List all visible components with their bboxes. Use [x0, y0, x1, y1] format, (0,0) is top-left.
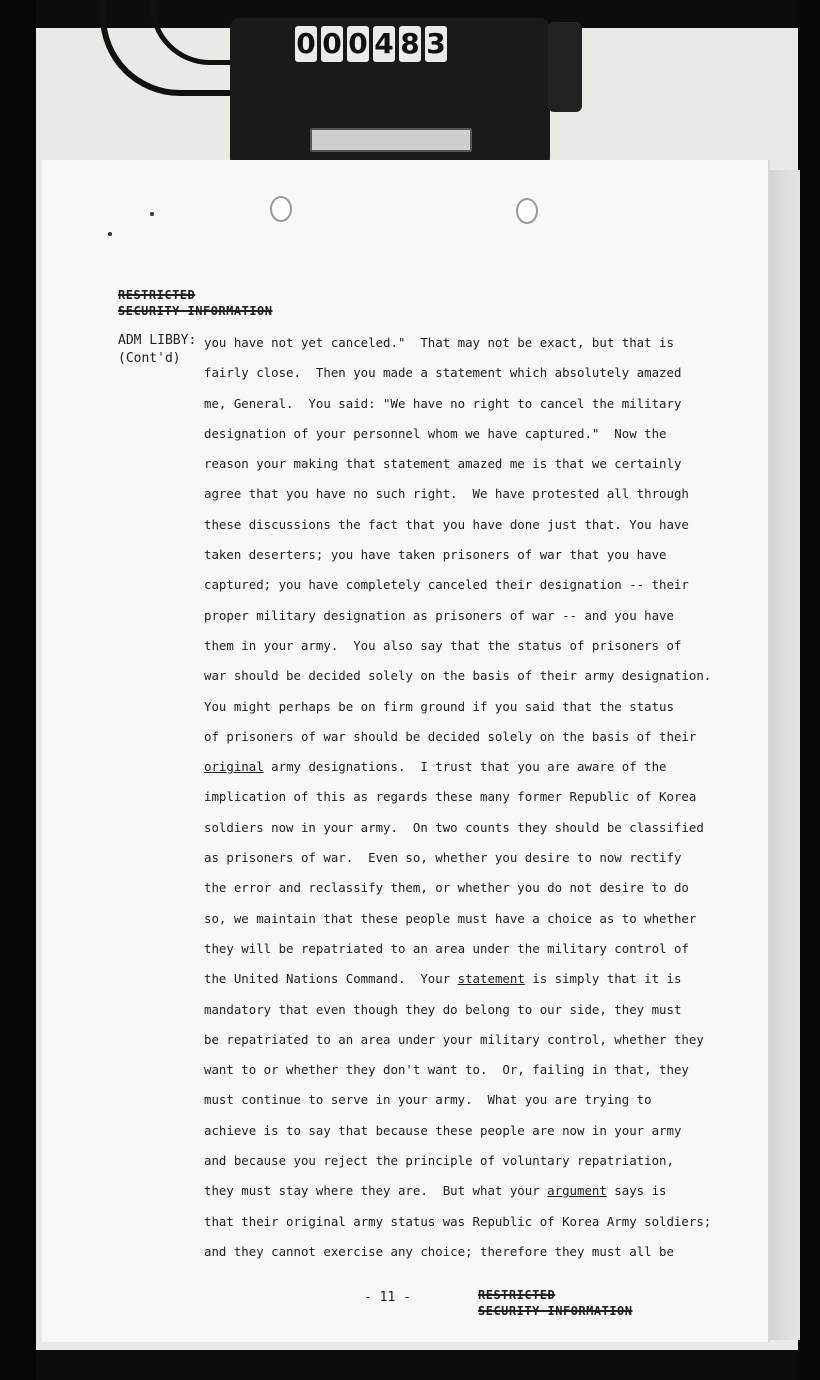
text-span: designation of your personnel whom we have captured." Now the [204, 425, 667, 441]
speaker-continued: (Cont'd) [118, 351, 181, 366]
page-number: - 11 - [364, 1290, 411, 1305]
text-line [204, 637, 734, 667]
text-span: reason your making that statement amazed me is that we certainly [204, 456, 682, 472]
text-span: implication of this as regards these many former Republic of Korea [204, 789, 697, 805]
text-span: taken deserters; you have taken prisoners of war that you have [204, 547, 667, 563]
text-span: as prisoners of war. Even so, whether you desire to now rectify [204, 850, 682, 866]
text-span: says is [606, 1183, 667, 1199]
document-page [42, 160, 768, 1342]
text-line [204, 395, 734, 425]
text-span: army designations. I trust that you are aware of the [263, 759, 667, 775]
text-span: achieve is to say that because these people are now in your army [204, 1122, 682, 1138]
classification-stamp: RESTRICTED [478, 1288, 556, 1302]
text-span: fairly close. Then you made a statement which absolutely amazed [204, 365, 682, 381]
text-line [204, 1001, 734, 1031]
counter-digit: 8 [400, 27, 420, 60]
speaker-label [118, 332, 196, 368]
text-span: they must stay where they are. But what your [204, 1183, 548, 1199]
text-line [204, 485, 734, 515]
underlined-word: statement [457, 971, 525, 987]
text-span: must continue to serve in your army. What you are trying to [204, 1092, 652, 1108]
text-line [204, 1091, 734, 1121]
text-line [204, 516, 734, 546]
text-line [204, 576, 734, 606]
text-line [204, 698, 734, 728]
text-line [204, 607, 734, 637]
text-line [204, 758, 734, 788]
text-span: they will be repatriated to an area under the military control of [204, 940, 689, 956]
underlined-word: argument [547, 1183, 607, 1199]
text-line [204, 788, 734, 818]
scan-frame-right [798, 0, 820, 1380]
text-span: them in your army. You also say that the status of prisoners of [204, 637, 682, 653]
counter-digit: 0 [296, 27, 316, 60]
frame-counter-digits [295, 26, 447, 64]
text-span: and they cannot exercise any choice; therefore they must all be [204, 1243, 674, 1259]
underlined-word: original [204, 759, 264, 775]
text-span: and because you reject the principle of voluntary repatriation, [204, 1153, 674, 1169]
counter-digit: 4 [374, 27, 394, 60]
text-span: that their original army status was Republic of Korea Army soldiers; [204, 1213, 712, 1229]
text-span: is simply that it is [524, 971, 682, 987]
text-span: the error and reclassify them, or whether you do not desire to do [204, 880, 689, 896]
scan-frame-left [0, 0, 36, 1380]
text-span: so, we maintain that these people must have a choice as to whether [204, 910, 697, 926]
counter-slot [310, 128, 472, 152]
text-line [204, 819, 734, 849]
text-span: captured; you have completely canceled their designation -- their [204, 577, 689, 593]
text-span: proper military designation as prisoners of war -- and you have [204, 607, 674, 623]
text-line [204, 1061, 734, 1091]
text-span: You might perhaps be on firm ground if you said that the status [204, 698, 674, 714]
speaker-name: ADM LIBBY: [118, 333, 197, 348]
text-line [204, 667, 734, 697]
counter-digit: 0 [322, 27, 342, 60]
text-line [204, 1213, 734, 1243]
text-span: soldiers now in your army. On two counts they should be classified [204, 819, 704, 835]
text-span: of prisoners of war should be decided solely on the basis of their [204, 728, 697, 744]
text-span: me, General. You said: "We have no right to cancel the military [204, 395, 682, 411]
ink-speck [150, 212, 154, 216]
ink-speck [108, 232, 112, 236]
text-line [204, 455, 734, 485]
text-line [204, 849, 734, 879]
text-line [204, 425, 734, 455]
text-line [204, 1182, 734, 1212]
text-line [204, 1152, 734, 1182]
classification-stamp: SECURITY INFORMATION [478, 1304, 633, 1318]
text-line [204, 1243, 734, 1273]
text-line [204, 910, 734, 940]
text-line [204, 1122, 734, 1152]
text-line [204, 940, 734, 970]
text-line [204, 546, 734, 576]
text-span: mandatory that even though they do belong to our side, they must [204, 1001, 682, 1017]
text-line [204, 334, 734, 364]
classification-stamp: RESTRICTED [118, 288, 196, 302]
punch-hole [516, 198, 538, 224]
counter-digit: 3 [426, 27, 446, 60]
text-span: you have not yet canceled." That may not be exact, but that is [204, 335, 674, 350]
text-span: these discussions the fact that you have done just that. You have [204, 516, 689, 532]
text-line [204, 1031, 734, 1061]
text-line [204, 728, 734, 758]
transcript-body [204, 334, 734, 1273]
text-span: be repatriated to an area under your military control, whether they [204, 1031, 704, 1047]
text-span: agree that you have no such right. We have protested all through [204, 486, 689, 502]
punch-hole [270, 196, 292, 222]
text-line [204, 364, 734, 394]
classification-stamp: SECURITY INFORMATION [118, 304, 273, 318]
text-line [204, 879, 734, 909]
counter-knob [548, 22, 582, 112]
text-span: the United Nations Command. Your [204, 971, 458, 987]
text-line [204, 970, 734, 1000]
text-span: want to or whether they don't want to. Or, failing in that, they [204, 1062, 689, 1078]
text-span: war should be decided solely on the basis of their army designation. [204, 668, 712, 684]
counter-digit: 0 [348, 27, 368, 60]
